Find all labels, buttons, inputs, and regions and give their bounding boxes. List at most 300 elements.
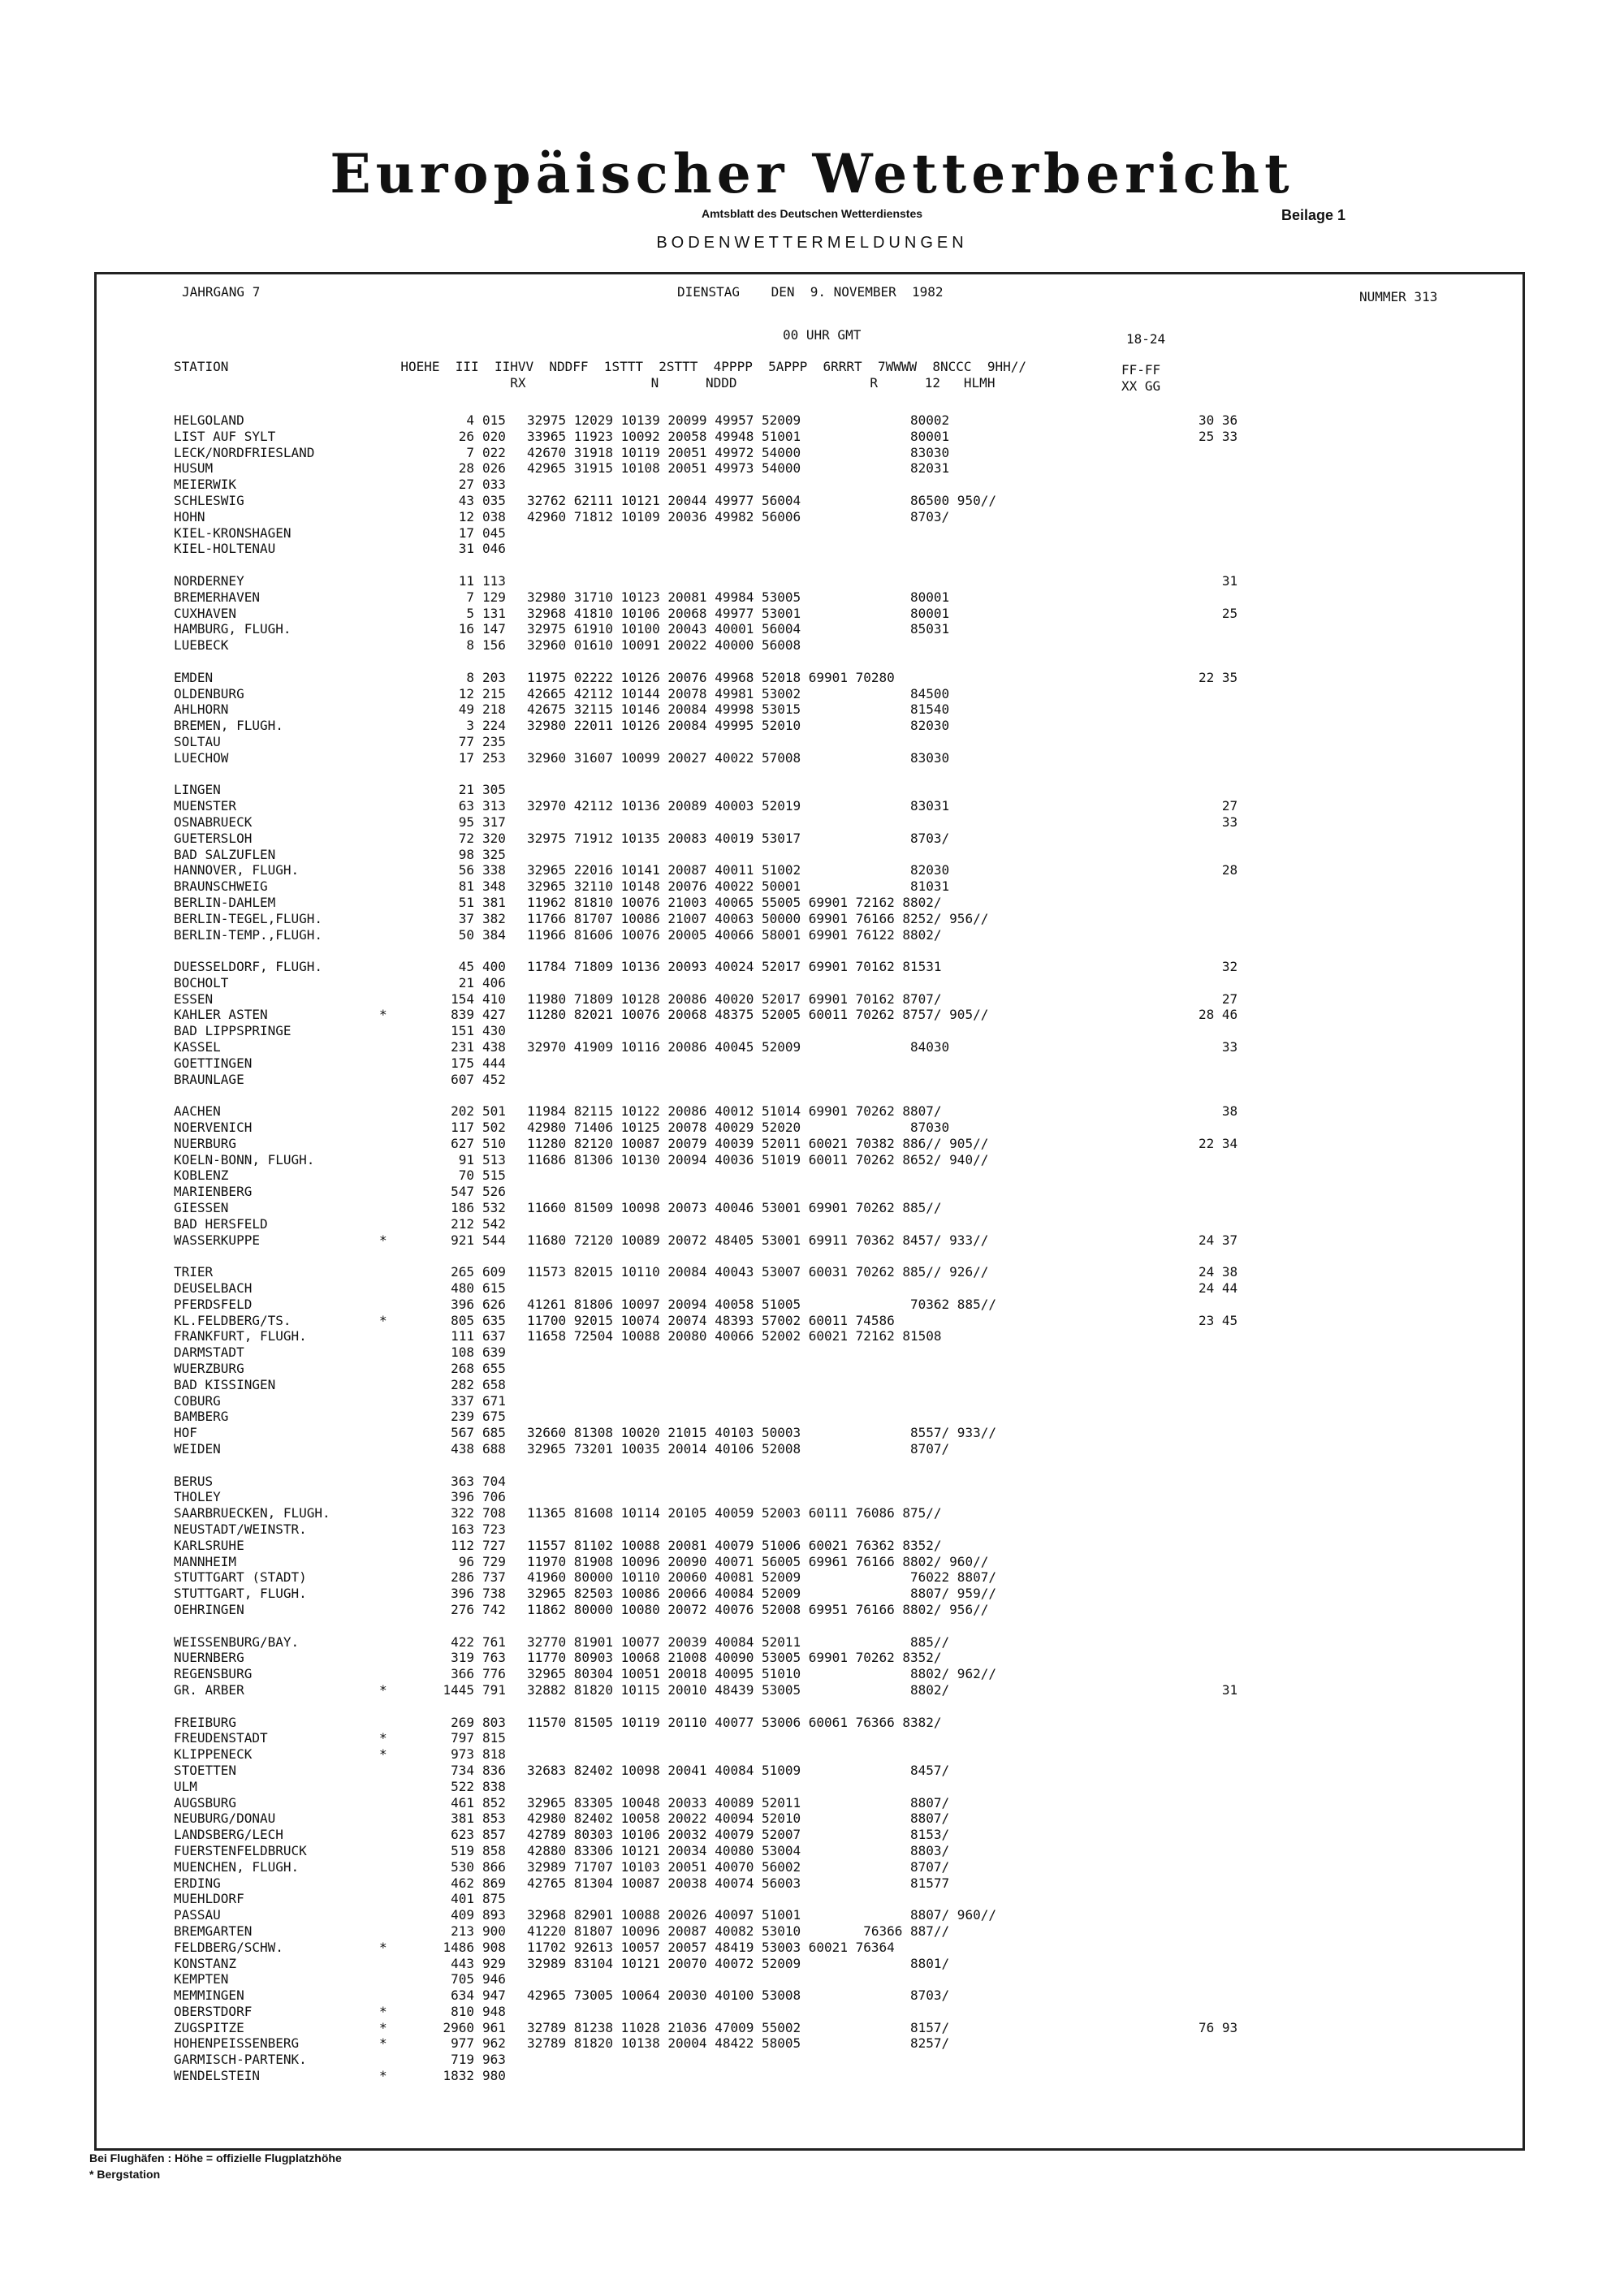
station-index: 438 bbox=[482, 1039, 506, 1055]
station-index: 838 bbox=[482, 1778, 506, 1794]
observation-groups: 32968 82901 10088 20026 40097 51001 8807/ 960// bbox=[527, 1907, 996, 1923]
station-name: BAD HERSFELD bbox=[174, 1215, 268, 1232]
station-height: 112 bbox=[451, 1537, 474, 1553]
station-index: 947 bbox=[482, 1987, 506, 2004]
ff-header: FF-FF bbox=[1121, 362, 1161, 378]
station-name: NOERVENICH bbox=[174, 1120, 253, 1136]
station-index: 129 bbox=[482, 589, 506, 605]
station-index: 655 bbox=[482, 1361, 506, 1377]
observation-groups: 32980 31710 10123 20081 49984 53005 80001 bbox=[527, 589, 950, 605]
station-name: PASSAU bbox=[174, 1907, 221, 1923]
station-name: DARMSTADT bbox=[174, 1344, 244, 1361]
observation-groups: 32960 01610 10091 20022 40000 56008 bbox=[527, 637, 801, 654]
station-height: 49 bbox=[458, 701, 474, 718]
station-name: NEUBURG/DONAU bbox=[174, 1810, 276, 1827]
station-height: 443 bbox=[451, 1955, 474, 1971]
station-index: 501 bbox=[482, 1103, 506, 1120]
station-index: 639 bbox=[482, 1344, 506, 1361]
station-height: 286 bbox=[451, 1569, 474, 1586]
wind-gust: 24 44 bbox=[1199, 1280, 1238, 1297]
wind-gust: 31 bbox=[1199, 1681, 1238, 1698]
station-height: 519 bbox=[451, 1842, 474, 1858]
station-height: 4 bbox=[466, 412, 474, 428]
jahrgang: JAHRGANG 7 bbox=[182, 284, 261, 300]
observation-groups: 11980 71809 10128 20086 40020 52017 69901 70162 8707/ bbox=[527, 990, 942, 1007]
observation-groups: 11962 81810 10076 21003 40065 55005 69901 72162 8802/ bbox=[527, 894, 942, 910]
observation-groups: 41960 80000 10110 20060 40081 52009 76022 8807/ bbox=[527, 1569, 996, 1586]
mountain-marker: * bbox=[379, 2035, 387, 2052]
station-name: MUENSTER bbox=[174, 798, 237, 814]
station-name: BRAUNLAGE bbox=[174, 1071, 244, 1087]
observation-groups: 32965 82503 10086 20066 40084 52009 8807/ 959// bbox=[527, 1586, 996, 1602]
station-index: 147 bbox=[482, 621, 506, 637]
station-index: 815 bbox=[482, 1730, 506, 1746]
station-name: LUECHOW bbox=[174, 749, 229, 766]
report-number: NUMMER 313 bbox=[1359, 289, 1438, 304]
station-index: 513 bbox=[482, 1151, 506, 1167]
station-name: GARMISCH-PARTENK. bbox=[174, 2052, 307, 2068]
station-height: 921 bbox=[451, 1232, 474, 1248]
report-date: DIENSTAG DEN 9. NOVEMBER 1982 bbox=[677, 284, 944, 300]
observation-groups: 11975 02222 10126 20076 49968 52018 69901 70280 bbox=[527, 669, 895, 685]
observation-groups: 11280 82120 10087 20079 40039 52011 60021 70382 886// 905// bbox=[527, 1135, 989, 1151]
station-height: 8 bbox=[466, 637, 474, 654]
station-name: BAD KISSINGEN bbox=[174, 1376, 276, 1392]
observation-groups: 42880 83306 10121 20034 40080 53004 8803/ bbox=[527, 1842, 950, 1858]
station-index: 502 bbox=[482, 1120, 506, 1136]
wind-gust: 27 bbox=[1199, 798, 1238, 814]
observation-groups: 32965 80304 10051 20018 40095 51010 8802/ 962// bbox=[527, 1666, 996, 1682]
observation-groups: 42980 71406 10125 20078 40029 52020 87030 bbox=[527, 1120, 950, 1136]
station-name: HANNOVER, FLUGH. bbox=[174, 862, 300, 878]
station-name: LINGEN bbox=[174, 782, 221, 798]
station-height: 530 bbox=[451, 1858, 474, 1875]
observation-groups: 42980 82402 10058 20022 40094 52010 8807/ bbox=[527, 1810, 950, 1827]
section-heading: BODENWETTERMELDUNGEN bbox=[656, 234, 968, 252]
station-height: 108 bbox=[451, 1344, 474, 1361]
station-height: 627 bbox=[451, 1135, 474, 1151]
station-name: FRANKFURT, FLUGH. bbox=[174, 1328, 307, 1344]
station-height: 3 bbox=[466, 718, 474, 734]
station-name: GIESSEN bbox=[174, 1200, 229, 1216]
station-index: 852 bbox=[482, 1794, 506, 1810]
footnote-airport: Bei Flughäfen : Höhe = offizielle Flugplatzhöhe bbox=[89, 2151, 342, 2164]
station-name: NUERBURG bbox=[174, 1135, 237, 1151]
station-name: WEIDEN bbox=[174, 1441, 221, 1457]
station-name: MEMMINGEN bbox=[174, 1987, 244, 2004]
station-height: 50 bbox=[458, 926, 474, 943]
station-index: 675 bbox=[482, 1409, 506, 1425]
ff-subheader: XX GG bbox=[1121, 378, 1161, 394]
wind-gust: 24 37 bbox=[1199, 1232, 1238, 1248]
station-height: 96 bbox=[458, 1553, 474, 1569]
observation-groups: 11700 92015 10074 20074 48393 57002 60011 74586 bbox=[527, 1312, 895, 1328]
station-index: 658 bbox=[482, 1376, 506, 1392]
station-height: 77 bbox=[458, 733, 474, 749]
station-name: KAHLER ASTEN bbox=[174, 1007, 268, 1023]
mountain-marker: * bbox=[379, 2019, 387, 2035]
station-height: 202 bbox=[451, 1103, 474, 1120]
station-name: FREUDENSTADT bbox=[174, 1730, 268, 1746]
station-height: 8 bbox=[466, 669, 474, 685]
station-name: KL.FELDBERG/TS. bbox=[174, 1312, 292, 1328]
station-name: BOCHOLT bbox=[174, 974, 229, 990]
station-index: 406 bbox=[482, 974, 506, 990]
station-name: MUEHLDORF bbox=[174, 1891, 244, 1907]
station-name: KONSTANZ bbox=[174, 1955, 237, 1971]
station-height: 409 bbox=[451, 1907, 474, 1923]
station-index: 893 bbox=[482, 1907, 506, 1923]
observation-groups: 32770 81901 10077 20039 40084 52011 885// bbox=[527, 1634, 950, 1650]
observation-groups: 11557 81102 10088 20081 40079 51006 60021 76362 8352/ bbox=[527, 1537, 942, 1553]
observation-groups: 32989 83104 10121 20070 40072 52009 8801/ bbox=[527, 1955, 950, 1971]
station-index: 532 bbox=[482, 1200, 506, 1216]
wind-gust: 76 93 bbox=[1199, 2019, 1238, 2035]
station-index: 313 bbox=[482, 798, 506, 814]
wind-gust: 25 bbox=[1199, 605, 1238, 621]
station-index: 742 bbox=[482, 1601, 506, 1617]
observation-groups: 11766 81707 10086 21007 40063 50000 69901 76166 8252/ 956// bbox=[527, 910, 989, 926]
station-height: 17 bbox=[458, 749, 474, 766]
station-index: 033 bbox=[482, 477, 506, 493]
station-height: 623 bbox=[451, 1827, 474, 1843]
station-index: 858 bbox=[482, 1842, 506, 1858]
station-index: 410 bbox=[482, 990, 506, 1007]
station-index: 763 bbox=[482, 1650, 506, 1666]
station-height: 607 bbox=[451, 1071, 474, 1087]
station-name: BAD LIPPSPRINGE bbox=[174, 1023, 292, 1039]
station-height: 111 bbox=[451, 1328, 474, 1344]
station-name: COBURG bbox=[174, 1392, 221, 1409]
station-height: 11 bbox=[458, 572, 474, 589]
station-height: 319 bbox=[451, 1650, 474, 1666]
mountain-marker: * bbox=[379, 1007, 387, 1023]
station-height: 239 bbox=[451, 1409, 474, 1425]
station-name: BERUS bbox=[174, 1473, 214, 1489]
station-height: 567 bbox=[451, 1425, 474, 1441]
station-index: 761 bbox=[482, 1634, 506, 1650]
observation-groups: 32975 61910 10100 20043 40001 56004 85031 bbox=[527, 621, 950, 637]
station-index: 637 bbox=[482, 1328, 506, 1344]
station-index: 671 bbox=[482, 1392, 506, 1409]
observation-groups: 32970 42112 10136 20089 40003 52019 83031 bbox=[527, 798, 950, 814]
observation-groups: 11280 82021 10076 20068 48375 52005 60011 70262 8757/ 905// bbox=[527, 1007, 989, 1023]
station-index: 961 bbox=[482, 2019, 506, 2035]
station-name: AACHEN bbox=[174, 1103, 221, 1120]
station-height: 480 bbox=[451, 1280, 474, 1297]
station-index: 452 bbox=[482, 1071, 506, 1087]
wind-gust: 22 34 bbox=[1199, 1135, 1238, 1151]
station-height: 175 bbox=[451, 1055, 474, 1071]
observation-groups: 32965 73201 10035 20014 40106 52008 8707/ bbox=[527, 1441, 950, 1457]
station-index: 776 bbox=[482, 1666, 506, 1682]
station-name: MUENCHEN, FLUGH. bbox=[174, 1858, 300, 1875]
station-index: 253 bbox=[482, 749, 506, 766]
station-index: 946 bbox=[482, 1971, 506, 1987]
station-name: THOLEY bbox=[174, 1489, 221, 1505]
station-index: 430 bbox=[482, 1023, 506, 1039]
station-name: KASSEL bbox=[174, 1039, 221, 1055]
station-name: KOBLENZ bbox=[174, 1167, 229, 1184]
station-name: HELGOLAND bbox=[174, 412, 244, 428]
station-index: 609 bbox=[482, 1264, 506, 1280]
station-height: 282 bbox=[451, 1376, 474, 1392]
station-index: 515 bbox=[482, 1167, 506, 1184]
observation-groups: 11686 81306 10130 20094 40036 51019 60011 70262 8652/ 940// bbox=[527, 1151, 989, 1167]
station-index: 215 bbox=[482, 685, 506, 701]
wind-gust: 31 bbox=[1199, 572, 1238, 589]
station-height: 797 bbox=[451, 1730, 474, 1746]
station-height: 231 bbox=[451, 1039, 474, 1055]
station-height: 396 bbox=[451, 1586, 474, 1602]
wind-gust: 25 33 bbox=[1199, 428, 1238, 444]
station-index: 026 bbox=[482, 460, 506, 477]
station-height: 2960 bbox=[443, 2019, 474, 2035]
station-height: 212 bbox=[451, 1215, 474, 1232]
observation-groups: 32970 41909 10116 20086 40045 52009 84030 bbox=[527, 1039, 950, 1055]
page-title: Europäischer Wetterbericht bbox=[330, 142, 1294, 205]
wind-gust: 24 38 bbox=[1199, 1264, 1238, 1280]
station-name: NUERNBERG bbox=[174, 1650, 244, 1666]
station-name: DUESSELDORF, FLUGH. bbox=[174, 959, 323, 975]
station-name: BERLIN-TEMP.,FLUGH. bbox=[174, 926, 323, 943]
station-name: BREMGARTEN bbox=[174, 1923, 253, 1939]
station-name: WEISSENBURG/BAY. bbox=[174, 1634, 300, 1650]
observation-groups: 42675 32115 10146 20084 49998 53015 81540 bbox=[527, 701, 950, 718]
station-height: 26 bbox=[458, 428, 474, 444]
station-index: 444 bbox=[482, 1055, 506, 1071]
observation-groups: 32965 83305 10048 20033 40089 52011 8807/ bbox=[527, 1794, 950, 1810]
station-index: 791 bbox=[482, 1681, 506, 1698]
station-name: HUSUM bbox=[174, 460, 214, 477]
station-height: 17 bbox=[458, 524, 474, 541]
observation-groups: 42765 81304 10087 20038 40074 56003 81577 bbox=[527, 1875, 950, 1891]
station-name: HOHN bbox=[174, 508, 205, 524]
station-height: 734 bbox=[451, 1762, 474, 1778]
station-index: 020 bbox=[482, 428, 506, 444]
wind-gust: 22 35 bbox=[1199, 669, 1238, 685]
station-index: 203 bbox=[482, 669, 506, 685]
observation-groups: 32965 22016 10141 20087 40011 51002 82030 bbox=[527, 862, 950, 878]
station-height: 366 bbox=[451, 1666, 474, 1682]
observation-groups: 11862 80000 10080 20072 40076 52008 69951 76166 8802/ 956// bbox=[527, 1601, 989, 1617]
station-name: LIST AUF SYLT bbox=[174, 428, 276, 444]
station-height: 70 bbox=[458, 1167, 474, 1184]
station-name: OBERSTDORF bbox=[174, 2003, 253, 2019]
station-height: 186 bbox=[451, 1200, 474, 1216]
station-index: 218 bbox=[482, 701, 506, 718]
station-name: HOF bbox=[174, 1425, 197, 1441]
subtitle: Amtsblatt des Deutschen Wetterdienstes bbox=[701, 207, 923, 220]
station-name: FELDBERG/SCHW. bbox=[174, 1939, 283, 1955]
station-index: 737 bbox=[482, 1569, 506, 1586]
station-height: 5 bbox=[466, 605, 474, 621]
station-height: 805 bbox=[451, 1312, 474, 1328]
mountain-marker: * bbox=[379, 2003, 387, 2019]
station-index: 908 bbox=[482, 1939, 506, 1955]
station-index: 235 bbox=[482, 733, 506, 749]
wind-gust: 38 bbox=[1199, 1103, 1238, 1120]
wind-gust: 28 46 bbox=[1199, 1007, 1238, 1023]
station-index: 869 bbox=[482, 1875, 506, 1891]
station-height: 396 bbox=[451, 1489, 474, 1505]
station-name: AUGSBURG bbox=[174, 1794, 237, 1810]
station-height: 21 bbox=[458, 782, 474, 798]
station-height: 401 bbox=[451, 1891, 474, 1907]
station-index: 857 bbox=[482, 1827, 506, 1843]
mountain-marker: * bbox=[379, 1746, 387, 1763]
station-height: 56 bbox=[458, 862, 474, 878]
station-name: BRAUNSCHWEIG bbox=[174, 878, 268, 895]
station-name: DEUSELBACH bbox=[174, 1280, 253, 1297]
mountain-marker: * bbox=[379, 1730, 387, 1746]
station-name: STOETTEN bbox=[174, 1762, 237, 1778]
station-name: BREMEN, FLUGH. bbox=[174, 718, 283, 734]
station-name: GUETERSLOH bbox=[174, 830, 253, 846]
station-height: 547 bbox=[451, 1184, 474, 1200]
station-index: 853 bbox=[482, 1810, 506, 1827]
station-height: 31 bbox=[458, 541, 474, 557]
station-name: OSNABRUECK bbox=[174, 814, 253, 830]
wind-gust: 33 bbox=[1199, 814, 1238, 830]
station-height: 396 bbox=[451, 1296, 474, 1312]
observation-groups: 42965 73005 10064 20030 40100 53008 8703/ bbox=[527, 1987, 950, 2004]
station-name: TRIER bbox=[174, 1264, 214, 1280]
station-index: 224 bbox=[482, 718, 506, 734]
observation-groups: 32989 71707 10103 20051 40070 56002 8707/ bbox=[527, 1858, 950, 1875]
station-height: 163 bbox=[451, 1521, 474, 1537]
station-index: 688 bbox=[482, 1441, 506, 1457]
observation-groups: 11966 81606 10076 20005 40066 58001 69901 76122 8802/ bbox=[527, 926, 942, 943]
station-name: BERLIN-TEGEL,FLUGH. bbox=[174, 910, 323, 926]
station-height: 462 bbox=[451, 1875, 474, 1891]
station-index: 338 bbox=[482, 862, 506, 878]
observation-groups: 11702 92613 10057 20057 48419 53003 60021 76364 bbox=[527, 1939, 895, 1955]
observation-groups: 42960 71812 10109 20036 49982 56006 8703/ bbox=[527, 508, 950, 524]
station-index: 317 bbox=[482, 814, 506, 830]
wind-gust: 33 bbox=[1199, 1039, 1238, 1055]
station-height: 719 bbox=[451, 2052, 474, 2068]
station-index: 400 bbox=[482, 959, 506, 975]
observation-groups: 42965 31915 10108 20051 49973 54000 82031 bbox=[527, 460, 950, 477]
wind-gust: 32 bbox=[1199, 959, 1238, 975]
observation-groups: 11680 72120 10089 20072 48405 53001 69911 70362 8457/ 933// bbox=[527, 1232, 989, 1248]
observation-groups: 42665 42112 10144 20078 49981 53002 84500 bbox=[527, 685, 950, 701]
observation-groups: 33965 11923 10092 20058 49948 51001 80001 bbox=[527, 428, 950, 444]
station-height: 973 bbox=[451, 1746, 474, 1763]
station-name: LUEBECK bbox=[174, 637, 229, 654]
station-name: BREMERHAVEN bbox=[174, 589, 260, 605]
station-height: 522 bbox=[451, 1778, 474, 1794]
station-index: 866 bbox=[482, 1858, 506, 1875]
station-index: 803 bbox=[482, 1714, 506, 1730]
observation-groups: 32789 81238 11028 21036 47009 55002 8157/ bbox=[527, 2019, 950, 2035]
station-height: 265 bbox=[451, 1264, 474, 1280]
station-height: 461 bbox=[451, 1794, 474, 1810]
station-index: 948 bbox=[482, 2003, 506, 2019]
station-name: MANNHEIM bbox=[174, 1553, 237, 1569]
station-name: HOHENPEISSENBERG bbox=[174, 2035, 300, 2052]
station-index: 875 bbox=[482, 1891, 506, 1907]
station-name: BAMBERG bbox=[174, 1409, 229, 1425]
station-height: 16 bbox=[458, 621, 474, 637]
station-index: 035 bbox=[482, 492, 506, 508]
observation-groups: 32965 32110 10148 20076 40022 50001 81031 bbox=[527, 878, 950, 895]
station-height: 422 bbox=[451, 1634, 474, 1650]
station-index: 022 bbox=[482, 444, 506, 460]
station-index: 685 bbox=[482, 1425, 506, 1441]
station-index: 980 bbox=[482, 2068, 506, 2084]
wind-gust: 27 bbox=[1199, 990, 1238, 1007]
station-height: 151 bbox=[451, 1023, 474, 1039]
station-height: 98 bbox=[458, 846, 474, 862]
station-name: STUTTGART (STADT) bbox=[174, 1569, 307, 1586]
station-name: NEUSTADT/WEINSTR. bbox=[174, 1521, 307, 1537]
station-height: 276 bbox=[451, 1601, 474, 1617]
station-height: 1445 bbox=[443, 1681, 474, 1698]
station-name: REGENSBURG bbox=[174, 1666, 253, 1682]
station-index: 544 bbox=[482, 1232, 506, 1248]
wind-gust: 28 bbox=[1199, 862, 1238, 878]
station-index: 320 bbox=[482, 830, 506, 846]
station-height: 28 bbox=[458, 460, 474, 477]
mountain-marker: * bbox=[379, 1232, 387, 1248]
station-name: KARLSRUHE bbox=[174, 1537, 244, 1553]
observation-groups: 32762 62111 10121 20044 49977 56004 86500 950// bbox=[527, 492, 996, 508]
station-index: 305 bbox=[482, 782, 506, 798]
observation-groups: 32960 31607 10099 20027 40022 57008 83030 bbox=[527, 749, 950, 766]
station-name: STUTTGART, FLUGH. bbox=[174, 1586, 307, 1602]
beilage-label: Beilage 1 bbox=[1281, 207, 1346, 223]
station-height: 7 bbox=[466, 444, 474, 460]
station-index: 382 bbox=[482, 910, 506, 926]
station-name: GR. ARBER bbox=[174, 1681, 244, 1698]
station-name: FUERSTENFELDBRUCK bbox=[174, 1842, 307, 1858]
station-height: 322 bbox=[451, 1505, 474, 1521]
station-height: 37 bbox=[458, 910, 474, 926]
station-index: 615 bbox=[482, 1280, 506, 1297]
station-name: MEIERWIK bbox=[174, 477, 237, 493]
observation-groups: 11984 82115 10122 20086 40012 51014 69901 70262 8807/ bbox=[527, 1103, 942, 1120]
station-height: 7 bbox=[466, 589, 474, 605]
station-height: 839 bbox=[451, 1007, 474, 1023]
station-height: 117 bbox=[451, 1120, 474, 1136]
observation-groups: 11573 82015 10110 20084 40043 53007 60031 70262 885// 926// bbox=[527, 1264, 989, 1280]
station-index: 045 bbox=[482, 524, 506, 541]
station-name: WASSERKUPPE bbox=[174, 1232, 260, 1248]
station-index: 510 bbox=[482, 1135, 506, 1151]
station-name: ERDING bbox=[174, 1875, 221, 1891]
station-index: 963 bbox=[482, 2052, 506, 2068]
station-index: 427 bbox=[482, 1007, 506, 1023]
station-index: 015 bbox=[482, 412, 506, 428]
mountain-marker: * bbox=[379, 1939, 387, 1955]
station-name: KIEL-HOLTENAU bbox=[174, 541, 276, 557]
mountain-marker: * bbox=[379, 2068, 387, 2084]
station-index: 526 bbox=[482, 1184, 506, 1200]
observation-groups: 11970 81908 10096 20090 40071 56005 69961 76166 8802/ 960// bbox=[527, 1553, 989, 1569]
station-height: 268 bbox=[451, 1361, 474, 1377]
observation-groups: 41261 81806 10097 20094 40058 51005 70362 885// bbox=[527, 1296, 996, 1312]
station-name: OLDENBURG bbox=[174, 685, 244, 701]
station-height: 43 bbox=[458, 492, 474, 508]
station-name: ESSEN bbox=[174, 990, 214, 1007]
station-name: SOLTAU bbox=[174, 733, 221, 749]
observation-groups: 11365 81608 10114 20105 40059 52003 60111 76086 875// bbox=[527, 1505, 942, 1521]
station-height: 81 bbox=[458, 878, 474, 895]
station-height: 705 bbox=[451, 1971, 474, 1987]
observation-groups: 32683 82402 10098 20041 40084 51009 8457/ bbox=[527, 1762, 950, 1778]
